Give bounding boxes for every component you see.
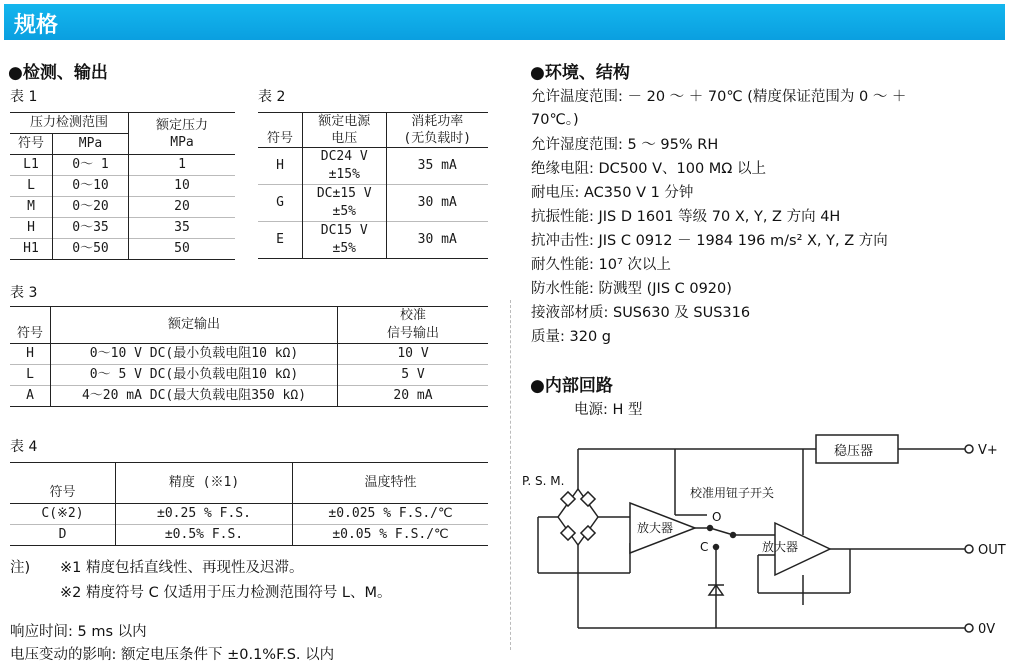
table-row: L 0～10 10 (10, 176, 235, 197)
table-row: H 0～35 35 (10, 218, 235, 239)
t2-h-power: 消耗功率 (无负载时) (386, 113, 488, 148)
circuit-out-label: OUT (978, 543, 1006, 558)
circuit-psm-label: P. S. M. (522, 474, 565, 488)
table-row: C(※2) ±0.25 % F.S. ±0.025 % F.S./℃ (10, 504, 488, 525)
t4-h-acc: 精度 (※1) (116, 463, 293, 504)
notes-prefix: 注) (10, 560, 31, 576)
table2 (258, 112, 488, 259)
circuit-power: 电源: H 型 (574, 402, 643, 418)
t1-h-range: 压力检测范围 (10, 113, 129, 134)
spec-durability: 耐久性能: 10⁷ 次以上 (531, 257, 671, 273)
circuit-vplus-label: V+ (978, 443, 998, 458)
column-divider (510, 300, 511, 650)
t3-h-sym: 符号 (16, 326, 43, 341)
table-row: L 0～ 5 V DC(最小负载电阻10 kΩ) 5 V (10, 365, 488, 386)
table3-label: 表 3 (10, 285, 38, 301)
table3 (10, 306, 488, 407)
spec-temp-range: 允许温度范围: － 20 ～ ＋ 70℃ (精度保证范围为 0 ～ ＋ (531, 89, 907, 105)
table-row: H DC24 V ±15% 35 mA (258, 148, 488, 185)
circuit-amp2-label: 放大器 (762, 540, 799, 554)
table4-label: 表 4 (10, 439, 38, 455)
t2-h-sym: 符号 (266, 131, 293, 146)
table-row: G DC±15 V ±5% 30 mA (258, 185, 488, 222)
header-title: 规格 (14, 13, 59, 38)
spec-shock: 抗冲击性: JIS C 0912 － 1984 196 m/s² X, Y, Z 方向 (531, 233, 888, 249)
table4 (10, 462, 488, 546)
table-row: A 4～20 mA DC(最大负载电阻350 kΩ) 20 mA (10, 386, 488, 407)
t1-h-unit: MPa (78, 136, 103, 151)
t4-h-sym: 符号 (49, 485, 76, 500)
circuit-c-label: C (700, 540, 709, 554)
spec-material: 接液部材质: SUS630 及 SUS316 (531, 305, 751, 321)
table1-label: 表 1 (10, 89, 38, 105)
t1-h-sym: 符号 (10, 134, 53, 155)
spec-humidity: 允许湿度范围: 5 ～ 95% RH (531, 137, 719, 153)
note-1: ※1 精度包括直线性、再现性及迟滞。 (60, 560, 304, 576)
t4-h-temp: 温度特性 (293, 463, 489, 504)
spec-header (4, 4, 1005, 40)
circuit-amp1-label: 放大器 (637, 521, 674, 535)
t3-h-cal: 校准 信号输出 (338, 307, 489, 344)
spec-mass: 质量: 320 g (531, 329, 611, 345)
t1-h-rated: 额定压力 MPa (129, 113, 236, 155)
internal-circuit-diagram (520, 425, 1020, 650)
spec-insulation: 绝缘电阻: DC500 V、100 MΩ 以上 (531, 161, 766, 177)
response-time: 响应时间: 5 ms 以内 (10, 624, 147, 640)
circuit-regulator-label: 稳压器 (834, 444, 874, 459)
table1 (10, 112, 235, 260)
circuit-switch-label: 校准用钮子开关 (690, 486, 775, 500)
section-detect-output: ●检测、输出 (8, 63, 108, 83)
voltage-effect: 电压变动的影响: 额定电压条件下 ±0.1%F.S. 以内 (10, 647, 335, 663)
circuit-0v-label: 0V (978, 622, 996, 637)
table2-label: 表 2 (258, 89, 286, 105)
table-row: H 0～10 V DC(最小负载电阻10 kΩ) 10 V (10, 344, 488, 365)
section-circuit: ●内部回路 (530, 376, 613, 396)
spec-vibration: 抗振性能: JIS D 1601 等级 70 X, Y, Z 方向 4H (531, 209, 841, 225)
t3-h-out: 额定输出 (51, 307, 338, 344)
table-row: H1 0～50 50 (10, 239, 235, 260)
table-row: L1 0～ 1 1 (10, 155, 235, 176)
spec-temp-range-cont: 70℃。) (531, 112, 579, 128)
table-row: D ±0.5% F.S. ±0.05 % F.S./℃ (10, 525, 488, 546)
table-row: E DC15 V ±5% 30 mA (258, 222, 488, 259)
section-environment: ●环境、结构 (530, 63, 630, 83)
t2-h-volt: 额定电源 电压 (303, 113, 387, 148)
circuit-o-label: O (712, 510, 722, 524)
spec-waterproof: 防水性能: 防溅型 (JIS C 0920) (531, 281, 732, 297)
spec-withstand: 耐电压: AC350 V 1 分钟 (531, 185, 694, 201)
table-row: M 0～20 20 (10, 197, 235, 218)
note-2: ※2 精度符号 C 仅适用于压力检测范围符号 L、M。 (60, 585, 392, 601)
